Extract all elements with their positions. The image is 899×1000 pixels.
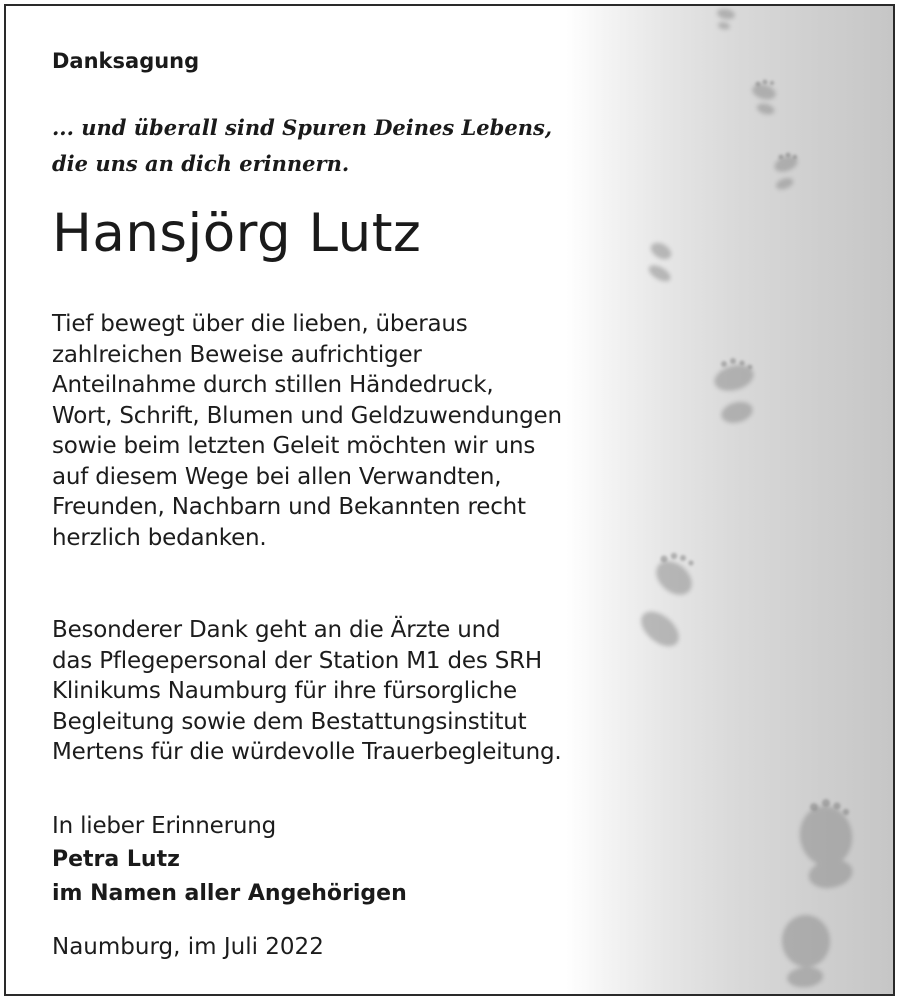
- paragraph-line: Besonderer Dank geht an die Ärzte und: [52, 617, 501, 643]
- footprint-icon: [768, 153, 806, 191]
- signatory-relatives: im Namen aller Angehörigen: [52, 881, 407, 906]
- footprint-icon: [795, 802, 860, 892]
- place-date: Naumburg, im Juli 2022: [52, 934, 324, 960]
- paragraph-line: zahlreichen Beweise aufrichtiger: [52, 341, 422, 368]
- footprint-icon: [710, 361, 765, 426]
- paragraph-line: Freunden, Nachbarn und Bekannten recht: [52, 494, 526, 520]
- paragraph-line: auf diesem Wege bei allen Verwandten,: [52, 463, 502, 490]
- paragraph-line: Mertens für die würdevolle Trauerbegleitung.: [52, 739, 562, 765]
- paragraph-line: Wort, Schrift, Blumen und Geldzuwendungen: [52, 402, 562, 429]
- signatory-name: Petra Lutz: [52, 847, 180, 872]
- obituary-notice: [4, 4, 895, 996]
- deceased-name: Hansjörg Lutz: [52, 203, 422, 264]
- paragraph-line: herzlich bedanken.: [52, 524, 267, 551]
- paragraph-line: Anteilnahme durch stillen Händedruck,: [52, 372, 494, 398]
- motto-line: die uns an dich erinnern.: [52, 151, 350, 176]
- footprint-icon: [619, 554, 716, 653]
- footprint-icon: [638, 239, 683, 284]
- paragraph-line: das Pflegepersonal der Station M1 des SRH: [52, 647, 542, 674]
- footprint-icon: [714, 8, 735, 31]
- thanks-paragraph: [52, 309, 562, 553]
- special-thanks-paragraph: [52, 615, 561, 768]
- closing-phrase: In lieber Erinnerung: [52, 813, 277, 839]
- paragraph-line: Begleitung sowie dem Bestattungsinstitut: [52, 708, 527, 735]
- motto-quote: [52, 110, 552, 182]
- paragraph-line: Klinikums Naumburg für ihre fürsorgliche: [52, 678, 517, 704]
- footprint-icon: [747, 82, 780, 116]
- paragraph-line: sowie beim letzten Geleit möchten wir uns: [52, 433, 536, 459]
- notice-heading: Danksagung: [52, 49, 200, 73]
- footprint-icon: [780, 913, 834, 989]
- paragraph-line: Tief bewegt über die lieben, überaus: [52, 311, 468, 337]
- motto-line: ... und überall sind Spuren Deines Lebens,: [52, 115, 553, 140]
